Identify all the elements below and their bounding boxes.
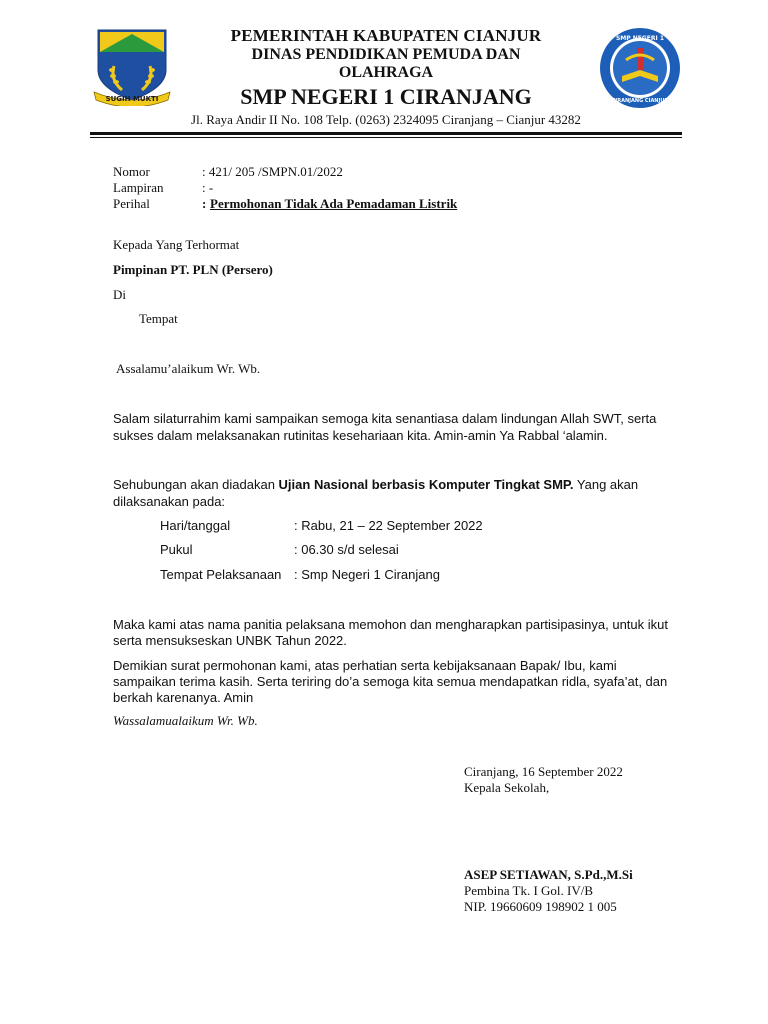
paragraph-1-line-1: Salam silaturrahim kami sampaikan semoga kita senantiasa dalam lindungan Allah SWT, serta: [113, 411, 657, 426]
schedule-value-date: : Rabu, 21 – 22 September 2022: [294, 518, 483, 533]
recipient-greeting: Kepada Yang Terhormat: [113, 237, 240, 252]
paragraph-4-line-3: berkah karenanya. Amin: [113, 690, 254, 705]
cianjur-regency-logo: [92, 26, 172, 106]
schedule-value-venue: : Smp Negeri 1 Ciranjang: [294, 567, 440, 582]
schedule-label-date: Hari/tanggal: [160, 518, 231, 533]
department-line-2: OLAHRAGA: [338, 64, 434, 81]
exam-name: Ujian Nasional berbasis Komputer Tingkat SMP.: [278, 477, 574, 492]
government-line: PEMERINTAH KABUPATEN CIANJUR: [230, 26, 542, 45]
paragraph-1-line-2: sukses dalam melaksanakan rutinitas kesehariaan kita. Amin-amin Ya Rabbal ‘alamin.: [113, 428, 608, 443]
closing-salam: Wassalamualaikum Wr. Wb.: [113, 713, 258, 728]
paragraph-2-tail: Yang akan: [573, 477, 639, 492]
letterhead-rule-thin: [90, 137, 682, 138]
schedule-label-venue: Tempat Pelaksanaan: [160, 567, 282, 582]
department-line-1: DINAS PENDIDIKAN PEMUDA DAN: [251, 46, 521, 63]
logo-right-top-text: SMP NEGERI 1: [615, 35, 665, 42]
logo-left-motto: SUGIH MUKTI: [105, 95, 159, 103]
recipient-tempat: Tempat: [139, 311, 178, 326]
opening-salam: Assalamu’alaikum Wr. Wb.: [116, 361, 261, 376]
school-name: SMP NEGERI 1 CIRANJANG: [240, 84, 532, 109]
paragraph-4-line-1: Demikian surat permohonan kami, atas perhatian serta kebijaksanaan Bapak/ Ibu, kami: [113, 658, 617, 673]
place-date: Ciranjang, 16 September 2022: [464, 764, 623, 779]
paragraph-3-line-1: Maka kami atas nama panitia pelaksana memohon dan mengharapkan partisipasinya, untuk ikut: [113, 617, 668, 632]
perihal-value: Permohonan Tidak Ada Pemadaman Listrik: [210, 196, 458, 211]
paragraph-2-intro: Sehubungan akan diadakan: [113, 477, 279, 492]
signatory-rank: Pembina Tk. I Gol. IV/B: [464, 883, 594, 898]
schedule-value-time: : 06.30 s/d selesai: [294, 542, 399, 557]
recipient-name: Pimpinan PT. PLN (Persero): [113, 262, 273, 277]
letterhead-rule-thick: [90, 132, 682, 135]
signatory-title: Kepala Sekolah,: [464, 780, 550, 795]
paragraph-2-line-2: dilaksanakan pada:: [113, 494, 226, 509]
school-address: Jl. Raya Andir II No. 108 Telp. (0263) 2324095 Ciranjang – Cianjur 43282: [191, 112, 581, 127]
signatory-nip: NIP. 19660609 198902 1 005: [464, 899, 617, 914]
paragraph-4-line-2: sampaikan terima kasih. Serta teriring do’a semoga kita semua mendapatkan ridla, syafa’at, dan: [113, 674, 668, 689]
logo-right-bottom-text: CIRANJANG CIANJUR: [611, 98, 669, 104]
schedule-label-time: Pukul: [160, 542, 193, 557]
lampiran-label: Lampiran: [113, 180, 164, 195]
nomor-value: : 421/ 205 /SMPN.01/2022: [202, 164, 343, 179]
school-logo: [598, 26, 682, 110]
perihal-label: Perihal: [113, 196, 150, 211]
lampiran-value: : -: [202, 180, 214, 195]
nomor-label: Nomor: [113, 164, 150, 179]
paragraph-3-line-2: serta mensukseskan UNBK Tahun 2022.: [113, 633, 347, 648]
signatory-name: ASEP SETIAWAN, S.Pd.,M.Si: [464, 867, 633, 882]
perihal-colon: :: [202, 196, 207, 211]
paragraph-2-line-1: [113, 477, 638, 493]
letterhead: [176, 26, 596, 128]
recipient-di: Di: [113, 287, 126, 302]
